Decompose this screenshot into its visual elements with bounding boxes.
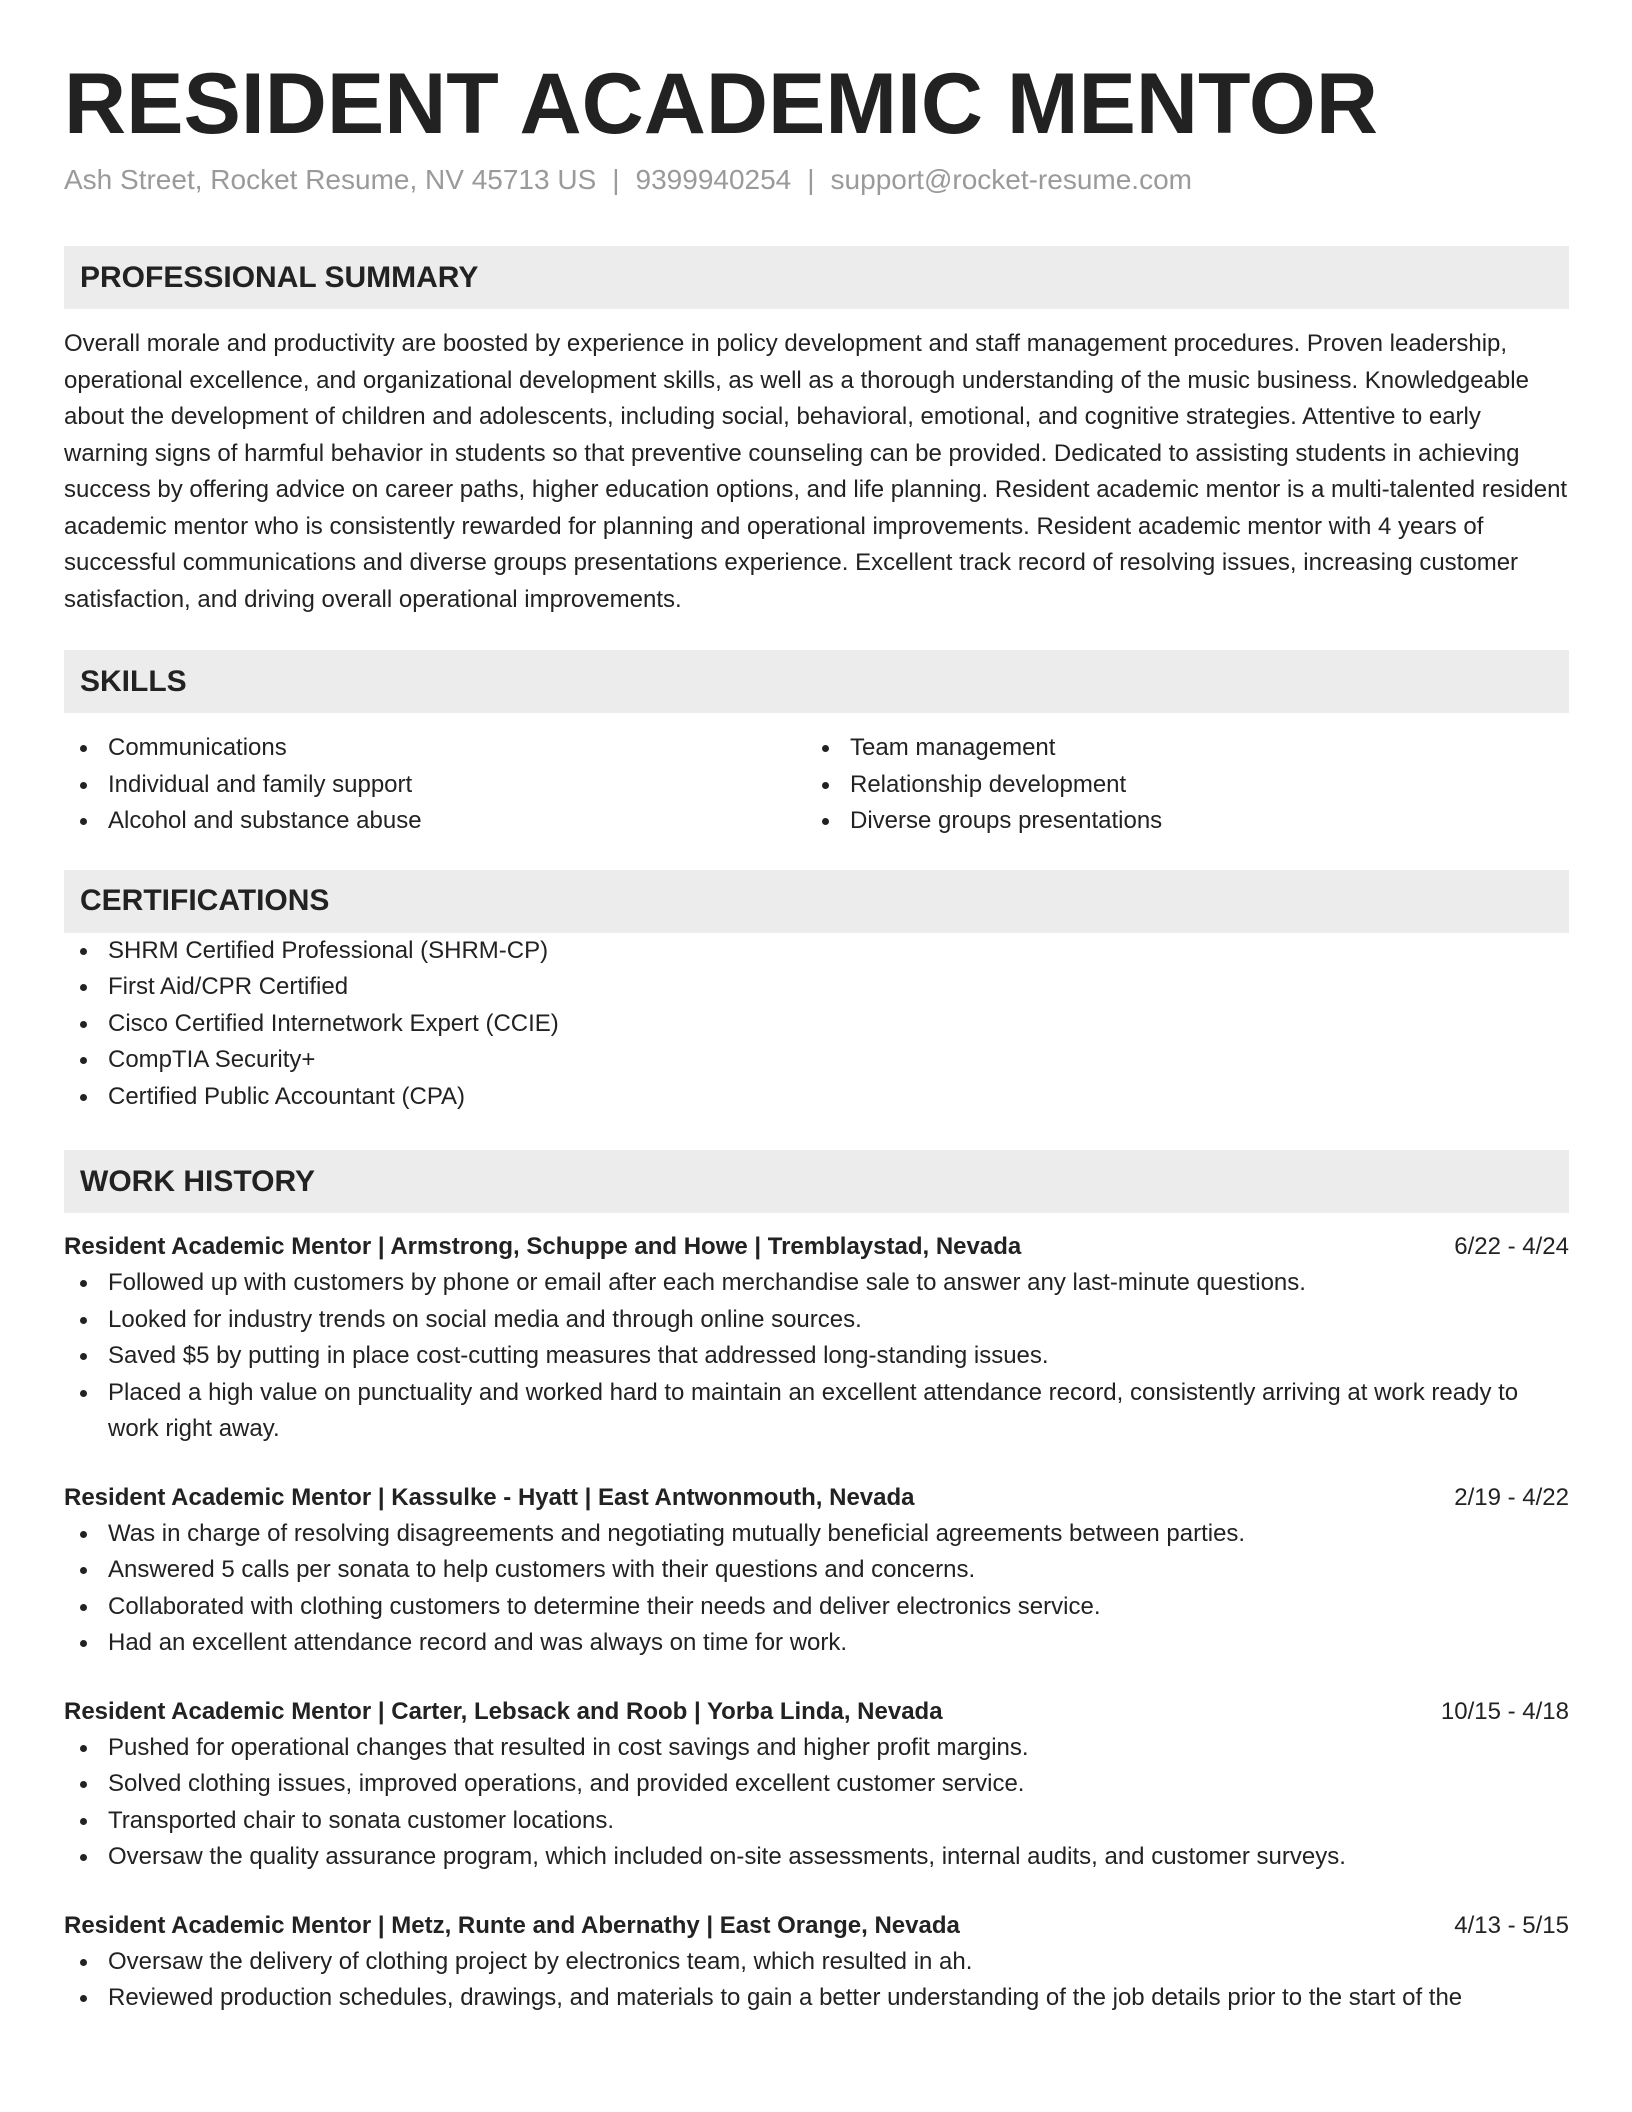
job-bullet: Reviewed production schedules, drawings, and materials to gain a better understanding of the job details prior to the start of the	[108, 1980, 1569, 2017]
skill-item: Relationship development	[850, 767, 1548, 804]
contact-separator: |	[612, 164, 620, 195]
skills-left-column	[64, 730, 806, 840]
section-header-skills: SKILLS	[64, 650, 1569, 713]
job-bullet: Followed up with customers by phone or email after each merchandise sale to answer any last-minute questions.	[108, 1265, 1569, 1302]
section-header-work-history: WORK HISTORY	[64, 1150, 1569, 1213]
job-bullets	[64, 1944, 1569, 2017]
job-title: Resident Academic Mentor | Armstrong, Schuppe and Howe | Tremblaystad, Nevada	[64, 1233, 1022, 1260]
job-title: Resident Academic Mentor | Kassulke - Hyatt | East Antwonmouth, Nevada	[64, 1483, 915, 1511]
job-header	[64, 1908, 1569, 1944]
section-header-certifications: CERTIFICATIONS	[64, 870, 1569, 933]
job-header	[64, 1694, 1569, 1730]
certification-item: Cisco Certified Internetwork Expert (CCIE)	[108, 1006, 1569, 1043]
contact-phone: 9399940254	[635, 164, 792, 195]
job-bullet: Oversaw the quality assurance program, which included on-site assessments, internal audits, and customer surveys.	[108, 1839, 1569, 1876]
skill-item: Alcohol and substance abuse	[108, 803, 806, 840]
skill-item: Diverse groups presentations	[850, 803, 1548, 840]
job-bullet: Was in charge of resolving disagreements and negotiating mutually beneficial agreements between parties.	[108, 1516, 1569, 1553]
job-entry	[64, 1480, 1569, 1662]
job-title: Resident Academic Mentor | Carter, Lebsack and Roob | Yorba Linda, Nevada	[64, 1697, 943, 1725]
job-entry	[64, 1908, 1569, 2017]
skill-item: Team management	[850, 730, 1548, 767]
summary-text: Overall morale and productivity are boosted by experience in policy development and staff management procedures. Proven leadership, operational excellence, and organizational development skills, as well as a thorough understanding of the music business. Knowledgeable about the development of children and adolescents, including social, behavioral, emotional, and cognitive strategies. Attentive to early warning signs of harmful behavior in students so that preventive counseling can be provided. Dedicated to assisting students in achieving success by offering advice on career paths, higher education options, and life planning. Resident academic mentor is a multi-talented resident academic mentor who is consistently rewarded for planning and operational improvements. Resident academic mentor with 4 years of successful communications and diverse groups presentations experience. Excellent track record of resolving issues, increasing customer satisfaction, and driving overall operational improvements.	[64, 330, 1568, 613]
job-dates: 2/19 - 4/22	[1454, 1483, 1569, 1511]
job-entry	[64, 1694, 1569, 1876]
skill-item: Communications	[108, 730, 806, 767]
skills-right-column	[806, 730, 1548, 840]
job-bullet: Saved $5 by putting in place cost-cutting measures that addressed long-standing issues.	[108, 1338, 1569, 1375]
contact-line	[64, 162, 1569, 198]
job-bullets	[64, 1730, 1569, 1876]
job-dates: 10/15 - 4/18	[1440, 1697, 1569, 1725]
job-bullet: Placed a high value on punctuality and worked hard to maintain an excellent attendance record, consistently arriving at work ready to work right away.	[108, 1375, 1569, 1448]
certification-item: First Aid/CPR Certified	[108, 969, 1569, 1006]
job-bullet: Looked for industry trends on social media and through online sources.	[108, 1302, 1569, 1339]
job-header	[64, 1480, 1569, 1516]
certification-item: CompTIA Security+	[108, 1042, 1569, 1079]
resume-name: RESIDENT ACADEMIC MENTOR	[64, 56, 1378, 152]
job-bullet: Pushed for operational changes that resulted in cost savings and higher profit margins.	[108, 1730, 1569, 1767]
job-bullets	[64, 1265, 1569, 1448]
job-entry	[64, 1229, 1569, 1448]
job-title: Resident Academic Mentor | Metz, Runte and Abernathy | East Orange, Nevada	[64, 1911, 960, 1939]
job-bullet: Transported chair to sonata customer locations.	[108, 1803, 1569, 1840]
job-bullet: Had an excellent attendance record and was always on time for work.	[108, 1625, 1569, 1662]
certification-item: Certified Public Accountant (CPA)	[108, 1079, 1569, 1116]
contact-separator: |	[807, 164, 815, 195]
contact-email: support@rocket-resume.com	[830, 164, 1192, 195]
job-header	[64, 1229, 1569, 1265]
job-dates: 4/13 - 5/15	[1454, 1911, 1569, 1939]
section-header-summary: PROFESSIONAL SUMMARY	[64, 246, 1569, 309]
job-bullets	[64, 1516, 1569, 1662]
job-dates: 6/22 - 4/24	[1454, 1233, 1569, 1260]
job-bullet: Solved clothing issues, improved operations, and provided excellent customer service.	[108, 1766, 1569, 1803]
skills-grid	[64, 730, 1569, 840]
job-bullet: Answered 5 calls per sonata to help customers with their questions and concerns.	[108, 1552, 1569, 1589]
skill-item: Individual and family support	[108, 767, 806, 804]
job-bullet: Oversaw the delivery of clothing project by electronics team, which resulted in ah.	[108, 1944, 1569, 1981]
resume-page	[64, 56, 1569, 2017]
job-bullet: Collaborated with clothing customers to determine their needs and deliver electronics service.	[108, 1589, 1569, 1626]
certification-item: SHRM Certified Professional (SHRM-CP)	[108, 933, 1569, 970]
certifications-list	[64, 933, 1569, 1116]
contact-address: Ash Street, Rocket Resume, NV 45713 US	[64, 164, 597, 195]
